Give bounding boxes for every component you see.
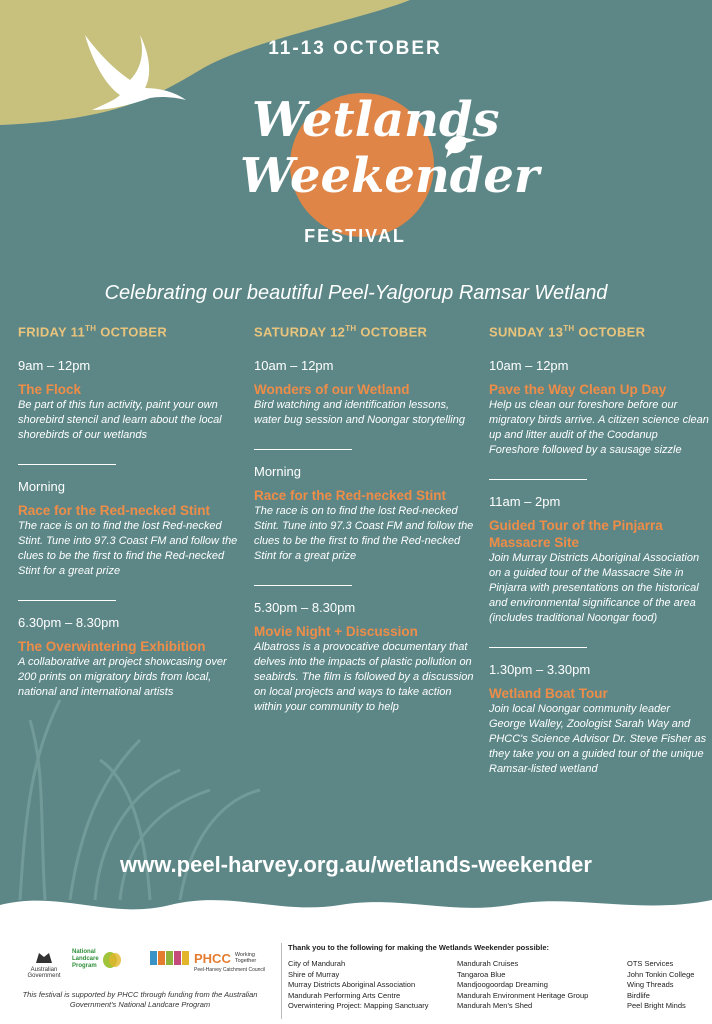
sponsor-item: Tangaroa Blue	[457, 969, 506, 979]
event-time: Morning	[18, 479, 65, 494]
event-description: Albatross is a provocative documentary that delves into the impacts of plastic pollution on seabirds. The film is followed by a discussion on local projects and ways to take action within your community to help	[254, 641, 474, 713]
event-time: 5.30pm – 8.30pm	[254, 600, 356, 615]
sponsor-item: Murray Districts Aboriginal Association	[288, 980, 416, 989]
logo-phcc-sub: Peel-Harvey Catchment Council	[194, 967, 266, 973]
phcc-mark-icon	[150, 949, 190, 967]
logo-nlp-text: Landcare	[72, 956, 99, 962]
sponsor-item: OTS Services	[627, 959, 674, 968]
day-heading: FRIDAY 11TH OCTOBER	[18, 324, 168, 340]
event-description: The race is on to find the lost Red-necked Stint. Tune into 97.3 Coast FM and follow the clues to be the first to find the Red-necked Stint for a great prize	[254, 505, 474, 562]
day-column-sunday	[489, 324, 709, 777]
day-heading: SATURDAY 12TH OCTOBER	[254, 324, 428, 340]
event-time: 10am – 12pm	[489, 358, 569, 373]
sponsor-list	[627, 959, 694, 1012]
sponsor-item: Mandurah Cruises	[457, 959, 519, 968]
event-title: Pave the Way Clean Up Day	[489, 382, 667, 397]
website-link[interactable]: www.peel-harvey.org.au/wetlands-weekender	[120, 852, 592, 877]
sponsor-item: Mandurah Men's Shed	[457, 1001, 533, 1010]
footer	[0, 935, 712, 1024]
divider	[254, 442, 352, 450]
sponsor-item: Overwintering Project: Mapping Sanctuary	[288, 1001, 429, 1010]
day-column-saturday	[254, 324, 474, 715]
coat-of-arms-icon	[33, 949, 55, 965]
event-time: 1.30pm – 3.30pm	[489, 662, 591, 677]
sponsor-item: Birdlife	[627, 990, 650, 1000]
event-time: 6.30pm – 8.30pm	[18, 615, 120, 630]
thanks-heading: Thank you to the following for making the Wetlands Weekender possible:	[288, 943, 550, 952]
event-description: Be part of this fun activity, paint your own shorebird stencil and learn about the local shorebirds of our wetlands	[18, 399, 222, 441]
event-block	[254, 464, 474, 564]
divider	[489, 472, 587, 480]
logo-word-wetlands: Wetlands	[252, 92, 500, 148]
logo-phcc-tag: Working Together	[234, 952, 257, 964]
event-block	[254, 600, 474, 715]
divider	[489, 640, 587, 648]
event-block	[254, 358, 474, 428]
day-heading: SUNDAY 13TH OCTOBER	[489, 324, 646, 340]
divider	[18, 457, 116, 465]
event-description: A collaborative art project showcasing over 200 prints on migratory birds from local, national and international artists	[18, 656, 227, 698]
logo-gov-text: Australian Government	[27, 967, 61, 979]
sponsor-item: Peel Bright Minds	[627, 1001, 686, 1010]
event-title: Race for the Red-necked Stint	[254, 488, 447, 503]
event-description: The race is on to find the lost Red-necked Stint. Tune into 97.3 Coast FM and follow the clues to be the first to find the Red-necked Stint for a great prize	[18, 520, 238, 577]
support-statement: This festival is supported by PHCC through funding from the Australian Government's National Landcare Program	[22, 990, 258, 1009]
event-description: Join Murray Districts Aboriginal Association on a guided tour of the Massacre Site in Pinjarra with presentations on the historical and environmental significance of the area (includes traditional Noongar food)	[489, 552, 700, 624]
sponsor-item: John Tonkin College	[627, 969, 695, 979]
event-title: The Overwintering Exhibition	[18, 639, 206, 654]
tagline: Celebrating our beautiful Peel-Yalgorup Ramsar Wetland	[104, 282, 608, 304]
sponsor-item: Mandurah Performing Arts Centre	[288, 990, 401, 1000]
event-block	[18, 615, 238, 700]
day-column-friday	[18, 324, 238, 700]
event-description: Bird watching and identification lessons, water bug session and Noongar storytelling	[254, 399, 465, 426]
event-description: Help us clean our foreshore before our migratory birds arrive. A citizen science clean up and litter audit of the Coodanup Foreshore followed by a sausage sizzle	[489, 399, 709, 456]
leaf-icon	[102, 951, 122, 969]
national-landcare-logo	[72, 949, 130, 970]
event-title: Race for the Red-necked Stint	[18, 503, 211, 518]
event-time: 9am – 12pm	[18, 358, 91, 373]
sponsor-item: Shire of Murray	[288, 969, 340, 979]
logo-dates: 11-13 OCTOBER	[268, 38, 442, 59]
sponsor-item: Wing Threads	[627, 980, 674, 989]
event-title: The Flock	[18, 382, 82, 397]
event-time: 11am – 2pm	[489, 494, 561, 509]
sponsor-list	[457, 959, 588, 1012]
festival-logo	[230, 30, 540, 260]
event-title: Wetland Boat Tour	[489, 686, 608, 701]
event-time: 10am – 12pm	[254, 358, 334, 373]
divider	[254, 578, 352, 586]
sponsor-list	[288, 959, 428, 1012]
event-title: Wonders of our Wetland	[254, 382, 410, 397]
event-block	[18, 479, 238, 579]
australian-government-logo	[20, 949, 68, 979]
event-title: Guided Tour of the Pinjarra Massacre Site	[489, 518, 663, 550]
phcc-logo	[150, 949, 270, 973]
logo-festival: FESTIVAL	[304, 226, 406, 246]
event-block	[18, 358, 238, 443]
sponsor-item: Mandurah Environment Heritage Group	[457, 990, 589, 1000]
event-title: Movie Night + Discussion	[254, 624, 418, 639]
logo-nlp-text: National	[72, 949, 96, 955]
event-description: Join local Noongar community leader George Walley, Zoologist Sarah Way and PHCC's Science Advisor Dr. Steve Fisher as they take you on a guided tour of the unique Ramsar-listed wetland	[489, 703, 707, 775]
sponsor-item: City of Mandurah	[288, 959, 346, 968]
event-block	[489, 662, 709, 777]
event-block	[489, 494, 709, 626]
sponsor-item: Mandjoogoordap Dreaming	[457, 980, 548, 989]
event-block	[489, 358, 709, 458]
divider	[18, 593, 116, 601]
event-time: Morning	[254, 464, 301, 479]
logo-word-weekender: Weekender	[240, 148, 540, 204]
logo-nlp-text: Program	[72, 963, 97, 969]
logo-phcc-text: PHCC	[194, 950, 231, 966]
footer-divider	[281, 943, 282, 1019]
